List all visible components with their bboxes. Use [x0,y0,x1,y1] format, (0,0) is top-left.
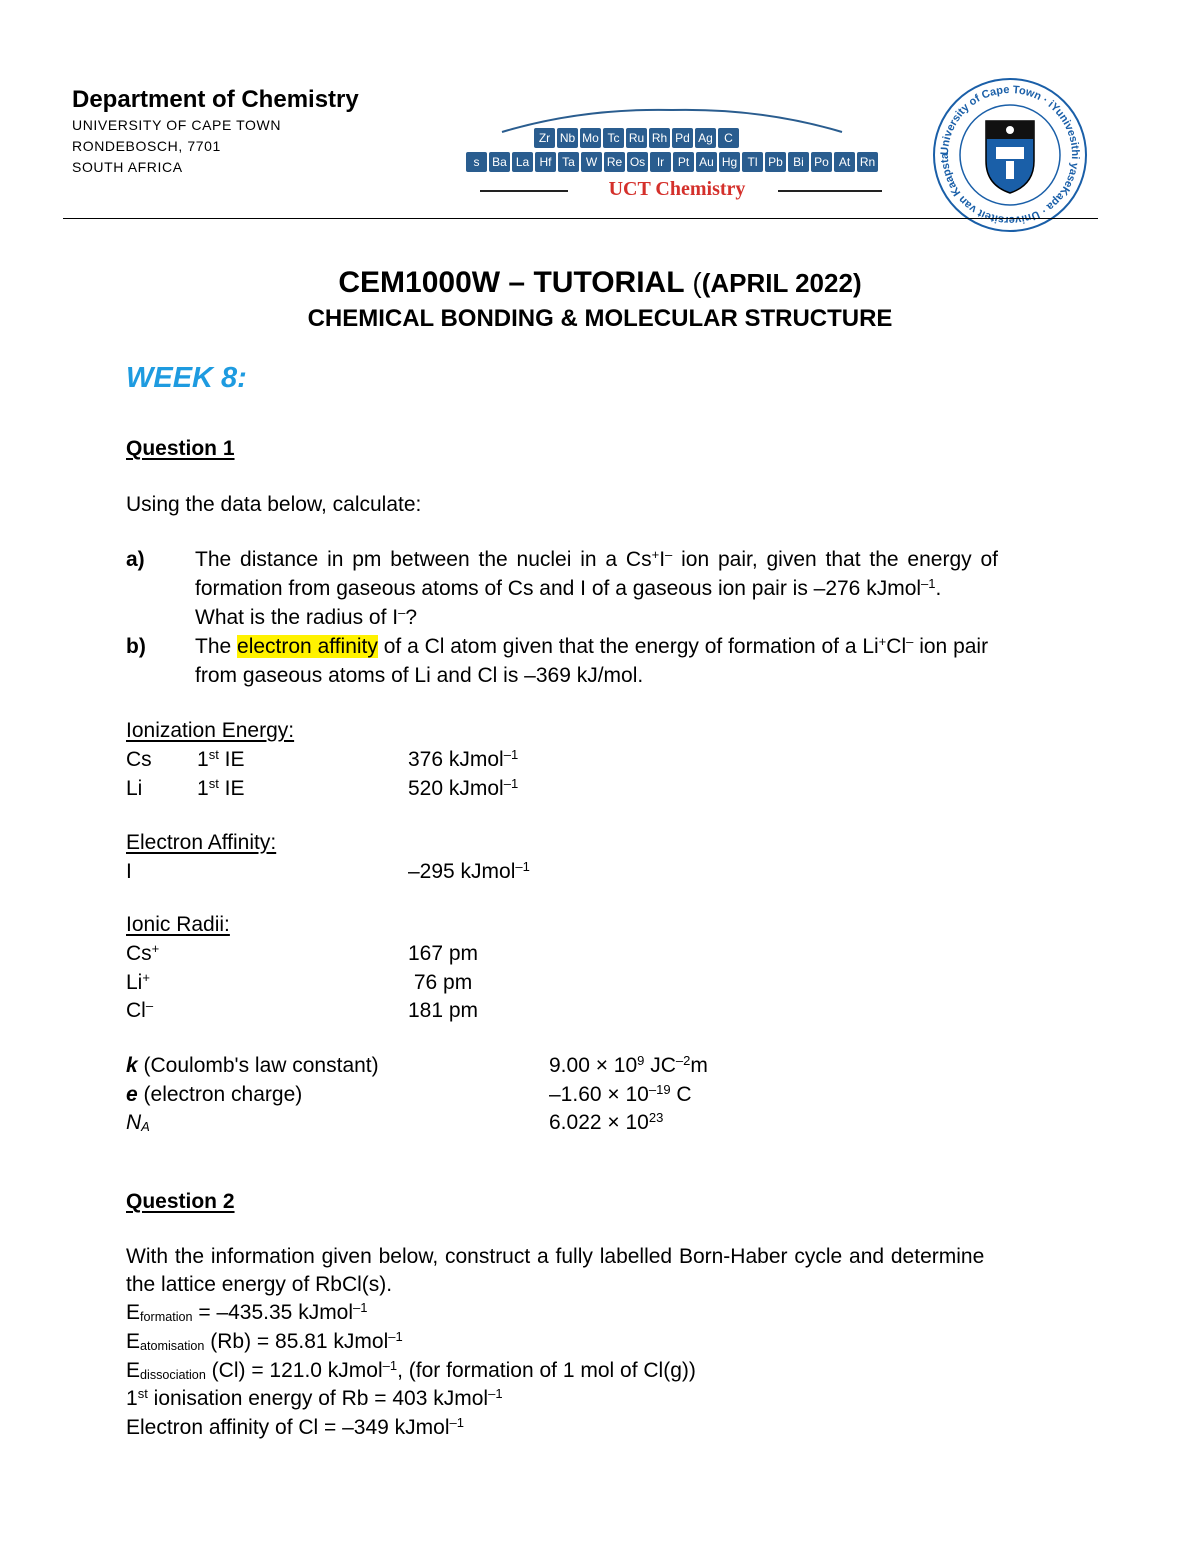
uct-chemistry-text: UCT Chemistry [608,178,746,200]
question-2-line-1: With the information given below, construct a fully labelled Born-Haber cycle and determine [126,1245,985,1268]
uct-crest-icon [986,121,1034,193]
element-tile: Ta [558,152,579,172]
element-tile: Os [627,152,648,172]
element-tile: Tc [603,128,624,148]
electron-affinity-heading: Electron Affinity: [126,831,277,854]
address-line-2: RONDEBOSCH, 7701 [72,138,221,154]
element-tile: Hg [719,152,740,172]
department-name: Department of Chemistry [72,86,359,113]
radii-row-cl-element: Cl– [126,997,154,1022]
uct-chemistry-logo [462,102,892,210]
part-b-line-2: from gaseous atoms of Li and Cl is –369 kJ/mol. [195,664,644,687]
element-tile: Hf [535,152,556,172]
part-a-label: a) [126,548,145,571]
element-tile: Au [696,152,717,172]
ie-row-li-element: Li [126,777,143,800]
radii-row-cs-element: Cs+ [126,940,160,965]
page-title: CEM1000W – TUTORIAL ((APRIL 2022) [338,266,862,299]
uct-seal [930,75,1090,235]
e-formation-line: $E_{formation} = -435.35$ kJmol$^{-1}$ [126,1299,368,1324]
element-tile: Pb [765,152,786,172]
ionization-energy-heading: Ionization Energy: [126,719,295,742]
radii-row-cl-value: 181 pm [408,999,479,1022]
element-tile: Ru [626,128,647,148]
ea-row-value: –295 kJmol$^{-1}$ [408,858,530,883]
title-date: (APRIL 2022) [701,268,862,298]
element-tile: At [834,152,855,172]
element-tile: Ag [695,128,716,148]
element-tile: C [718,128,739,148]
e-atomisation-line: $E_{atomisation}$ (Rb) = 85.81 kJmol$^{-1}$ [126,1328,403,1353]
element-tile: Nb [557,128,578,148]
question-2-heading: Question 2 [126,1190,235,1213]
element-tile: Rh [649,128,670,148]
week-heading: WEEK 8: [126,362,247,394]
ea-row-element: I [126,860,132,883]
constant-k-label: k (Coulomb's law constant) [126,1054,379,1077]
radii-row-cs-value: 167 pm [408,942,479,965]
ie-row-cs-value: 376 kJmol$^{-1}$ [408,746,519,771]
header-divider [63,218,1098,219]
ie-row-li-ordinal: 1st IE [197,775,245,800]
element-tile: Pt [673,152,694,172]
question-1-intro: Using the data below, calculate: [126,493,422,516]
ie-row-cs-element: Cs [126,748,152,771]
address-line-3: SOUTH AFRICA [72,159,183,175]
element-tile: Zr [534,128,555,148]
element-tile: Rn [857,152,878,172]
part-a-line-2: formation from gaseous atoms of Cs and I of a gaseous ion pair is –276 kJmol$^{-1}$. [195,575,942,600]
address-line-1: UNIVERSITY OF CAPE TOWN [72,117,282,133]
element-tile: Mo [580,128,601,148]
element-tile: Ir [650,152,671,172]
element-tile: Ba [489,152,510,172]
constant-na-label: $N_A$ [126,1111,150,1134]
question-2-line-2: the lattice energy of RbCl(s). [126,1273,393,1296]
element-tile: Re [604,152,625,172]
electron-affinity-line: Electron affinity of Cl = –349 kJmol$^{-1}$ [126,1414,465,1439]
part-b-line-1: The electron affinity of a Cl atom given that the energy of formation of a Li+Cl– ion pair [195,633,989,658]
radii-row-li-element: Li+ [126,969,150,994]
element-tile: Po [811,152,832,172]
constant-k-value: $9.00 \times 10^9$ $JC^{-2}m$ [549,1052,708,1077]
part-b-label: b) [126,635,146,658]
constant-e-value: $-1.60 \times 10^{-19}$ C [549,1081,692,1106]
constant-na-value: $6.022 \times 10^{23}$ [549,1109,664,1134]
ionisation-energy-line: 1st ionisation energy of Rb = 403 kJmol$^{-1}$ [126,1385,503,1410]
page-subtitle: CHEMICAL BONDING & MOLECULAR STRUCTURE [307,305,893,332]
element-tile: Tl [742,152,763,172]
ionic-radii-heading: Ionic Radii: [126,913,230,936]
ie-row-cs-ordinal: 1st IE [197,746,245,771]
element-tile: W [581,152,602,172]
element-tile: La [512,152,533,172]
highlighted-term: electron affinity [237,635,378,658]
element-tile: Pd [672,128,693,148]
part-a-line-1: The distance in pm between the nuclei in a Cs+I– ion pair, given that the energy of [195,546,998,571]
svg-text:University of Cape Town · iYun: University of Cape Town · iYunivesithi yaseKapa · Universiteit van Kaapsta [938,83,1082,227]
part-a-line-3: What is the radius of I–? [195,604,418,629]
e-dissociation-line: $E_{dissociation}$ (Cl) = 121.0 kJmol$^{-1}$, (for formation of 1 mol of Cl(g)) [126,1357,696,1382]
element-tile: Bi [788,152,809,172]
radii-row-li-value: 76 pm [408,971,473,994]
element-tile: s [466,152,487,172]
question-1-heading: Question 1 [126,437,235,460]
constant-e-label: e (electron charge) [126,1083,303,1106]
ie-row-li-value: 520 kJmol$^{-1}$ [408,775,519,800]
